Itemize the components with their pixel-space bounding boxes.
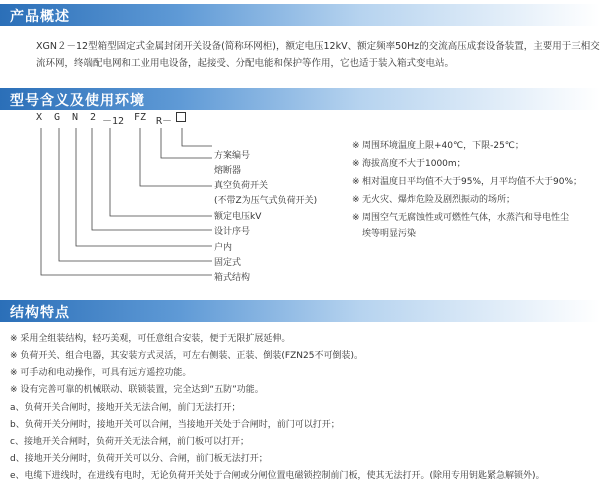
- model-char-12: －12: [102, 116, 125, 127]
- model-char-fz: FZ: [134, 112, 147, 123]
- overview-line-1: XGN２－12型箱型固定式金属封闭开关设备(简称环网柜)，额定电压12kV、额定频率50Hz的交流高压成套设备装置，主要用于三相交: [36, 41, 600, 52]
- tree-label-fuse: 熔断器: [214, 166, 242, 176]
- model-char-g: G: [54, 112, 61, 123]
- overview-title: 产品概述: [10, 9, 70, 25]
- tree-label-voltage: 额定电压kV: [214, 212, 262, 222]
- tree-label-box: 箱式结构: [214, 273, 251, 283]
- model-char-x: X: [36, 112, 43, 123]
- env-item: ※ 相对温度日平均值不大于95%，月平均值不大于90%；: [352, 177, 583, 187]
- structure-title: 结构特点: [10, 305, 70, 321]
- env-item: ※ 周围空气无腐蚀性或可燃性气体，水蒸汽和导电性尘: [352, 213, 570, 223]
- model-char-n: N: [72, 112, 79, 123]
- tree-label-vacuum: 真空负荷开关: [214, 181, 269, 191]
- structure-item: c、接地开关合闸时，负荷开关无法合闸，前门板可以打开；: [10, 437, 249, 447]
- tree-label-design: 设计序号: [214, 227, 251, 237]
- structure-item: ※ 可手动和电动操作，可具有远方遥控功能。: [10, 368, 192, 378]
- structure-item: ※ 采用全组装结构，轻巧美观，可任意组合安装，便于无限扩展延伸。: [10, 334, 291, 344]
- tree-label-vacuum-note: (不带Z为压气式负荷开关): [214, 196, 318, 206]
- env-item: ※ 周围环境温度上限+40℃，下限-25℃；: [352, 141, 524, 151]
- model-char-r: R－: [156, 116, 173, 127]
- structure-item: ※ 负荷开关、组合电器，其安装方式灵活，可左右侧装、正装、倒装(FZN25不可倒装)。: [10, 351, 363, 361]
- model-title: 型号含义及使用环境: [10, 93, 145, 109]
- env-item-cont: 埃等明显污染: [362, 229, 417, 239]
- structure-item: e、电缆下进线时，在进线有电时，无论负荷开关处于合闸或分闸位置电磁锁控制前门板，使其无法打开。(除用专用钥匙紧急解锁外)。: [10, 471, 545, 481]
- env-item: ※ 无火灾、爆炸危险及剧烈振动的场所；: [352, 195, 516, 205]
- structure-item: b、负荷开关分闸时，接地开关可以合闸，当接地开关处于合闸时，前门可以打开；: [10, 420, 340, 430]
- tree-label-indoor: 户内: [214, 243, 233, 253]
- env-list: [352, 138, 600, 242]
- tree-label-scheme: 方案编号: [214, 151, 251, 161]
- env-item: ※ 海拔高度不大于1000m；: [352, 159, 466, 169]
- tree-label-fixed: 固定式: [214, 258, 242, 268]
- structure-header: [0, 300, 600, 322]
- structure-item: d、接地开关分闸时，负荷开关可以分、合闸，前门板无法打开；: [10, 454, 268, 464]
- overview-line-2: 流环网，终端配电网和工业用电设备，起接受、分配电能和保护等作用，它也适于装入箱式变电站。: [36, 58, 455, 69]
- model-char-2: 2: [90, 112, 97, 123]
- structure-item: ※ 设有完善可靠的机械联动、联锁装置，完全达到“五防”功能。: [10, 385, 264, 395]
- structure-item: a、负荷开关合闸时，接地开关无法合闸，前门无法打开；: [10, 403, 241, 413]
